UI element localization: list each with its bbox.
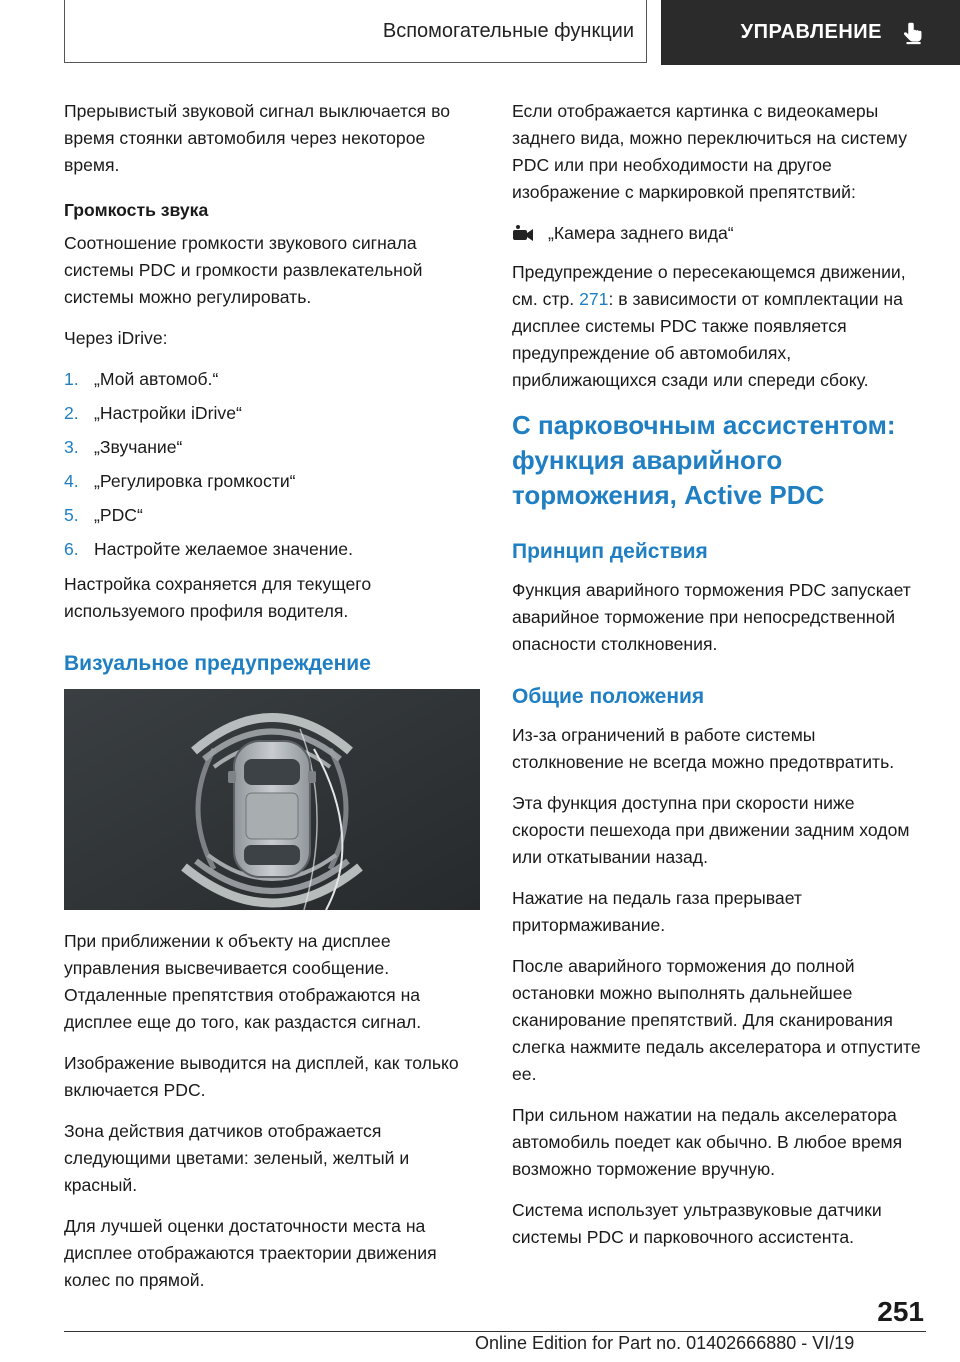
paragraph: Нажатие на педаль газа прерывает притормаживание.: [512, 888, 802, 935]
paragraph: После аварийного торможения до полной остановки можно выполнять дальнейшее сканирование препятствий. Для сканирования слегка нажмите педаль акселератора и отпустите ее.: [512, 956, 921, 1084]
pdc-display-illustration: [64, 689, 480, 910]
volume-heading: Громкость звука: [64, 200, 209, 220]
paragraph: Функция аварийного торможения PDC запускает аварийное торможение при непосредственной опасности столкновения.: [512, 580, 911, 654]
section-tab: [64, 0, 647, 63]
car-top-view-icon: [64, 689, 480, 910]
paragraph: Соотношение громкости звукового сигнала системы PDC и громкости развлекательной системы можно регулировать.: [64, 233, 423, 307]
step-text: „PDC“: [94, 505, 143, 525]
paragraph: Через iDrive:: [64, 328, 168, 348]
list-item: [64, 536, 482, 563]
step-number: 1.: [64, 369, 79, 389]
step-text: Настройте желаемое значение.: [94, 539, 353, 559]
footer-divider: [64, 1331, 926, 1332]
paragraph: Настройка сохраняется для текущего используемого профиля водителя.: [64, 574, 372, 621]
edition-note: Online Edition for Part no. 01402666880 - VI/19: [475, 1333, 855, 1353]
step-text: „Мой автомоб.“: [94, 369, 219, 389]
step-number: 2.: [64, 403, 79, 423]
principle-heading: Принцип действия: [512, 540, 708, 563]
list-item: [64, 366, 482, 393]
right-column: [512, 98, 926, 1265]
camera-option: [512, 220, 926, 247]
paragraph: Из-за ограничений в работе системы столкновение не всегда можно предотвратить.: [512, 725, 895, 772]
chapter-title: УПРАВЛЕНИЕ: [740, 21, 882, 43]
chapter-tab: [661, 0, 960, 65]
list-item: [64, 502, 482, 529]
paragraph: При приближении к объекту на дисплее управления высвечивается сообщение. Отдаленные препятствия отображаются на дисплее еще до того, как раздастся сигнал.: [64, 931, 422, 1032]
section-heading: С парковочным ассистентом: функция аварийного торможения, Active PDC: [512, 410, 896, 510]
page-number: 251: [877, 1296, 924, 1327]
paragraph: При сильном нажатии на педаль акселератора автомобиль поедет как обычно. В любое время возможно торможение вручную.: [512, 1105, 903, 1179]
text-part: Предупреждение о пересекающемся движении, см. стр.: [512, 262, 906, 309]
paragraph: Если отображается картинка с видеокамеры заднего вида, можно переключиться на систему PDC или при необходимости на другое изображение с маркировкой препятствий:: [512, 101, 907, 202]
list-item: [64, 434, 482, 461]
idrive-steps: [64, 366, 482, 563]
step-number: 6.: [64, 539, 79, 559]
step-number: 4.: [64, 471, 79, 491]
section-title: Вспомогательные функции: [382, 19, 634, 42]
page-link[interactable]: 271: [579, 289, 609, 309]
paragraph: Эта функция доступна при скорости ниже скорости пешехода при движении задним ходом или откатывании назад.: [512, 793, 910, 867]
paragraph: Система использует ультразвуковые датчики системы PDC и парковочного ассистента.: [512, 1200, 882, 1247]
list-item: [64, 400, 482, 427]
step-number: 5.: [64, 505, 79, 525]
left-column: [64, 98, 482, 1308]
paragraph: Для лучшей оценки достаточности места на дисплее отображаются траектории движения колес по прямой.: [64, 1216, 437, 1290]
paragraph: Прерывистый звуковой сигнал выключается во время стоянки автомобиля через некоторое время.: [64, 101, 451, 175]
paragraph: Изображение выводится на дисплей, как только включается PDC.: [64, 1053, 459, 1100]
step-number: 3.: [64, 437, 79, 457]
step-text: „Регулировка громкости“: [94, 471, 296, 491]
general-heading: Общие положения: [512, 685, 705, 708]
paragraph: Зона действия датчиков отображается следующими цветами: зеленый, желтый и красный.: [64, 1121, 410, 1195]
page-header: [0, 0, 960, 66]
list-item: [64, 468, 482, 495]
paragraph: [512, 259, 926, 394]
step-text: „Настройки iDrive“: [94, 403, 242, 423]
pointing-hand-icon: [900, 20, 926, 46]
rear-camera-icon: [512, 224, 534, 244]
camera-label: „Камера заднего вида“: [548, 223, 734, 243]
visual-warning-heading: Визуальное предупреждение: [64, 652, 371, 675]
step-text: „Звучание“: [94, 437, 183, 457]
text-part: : в зависимости от комплектации на дисплее системы PDC также появляется предупреждение об автомобилях, приближающихся сзади или спереди сбоку.: [512, 289, 903, 390]
